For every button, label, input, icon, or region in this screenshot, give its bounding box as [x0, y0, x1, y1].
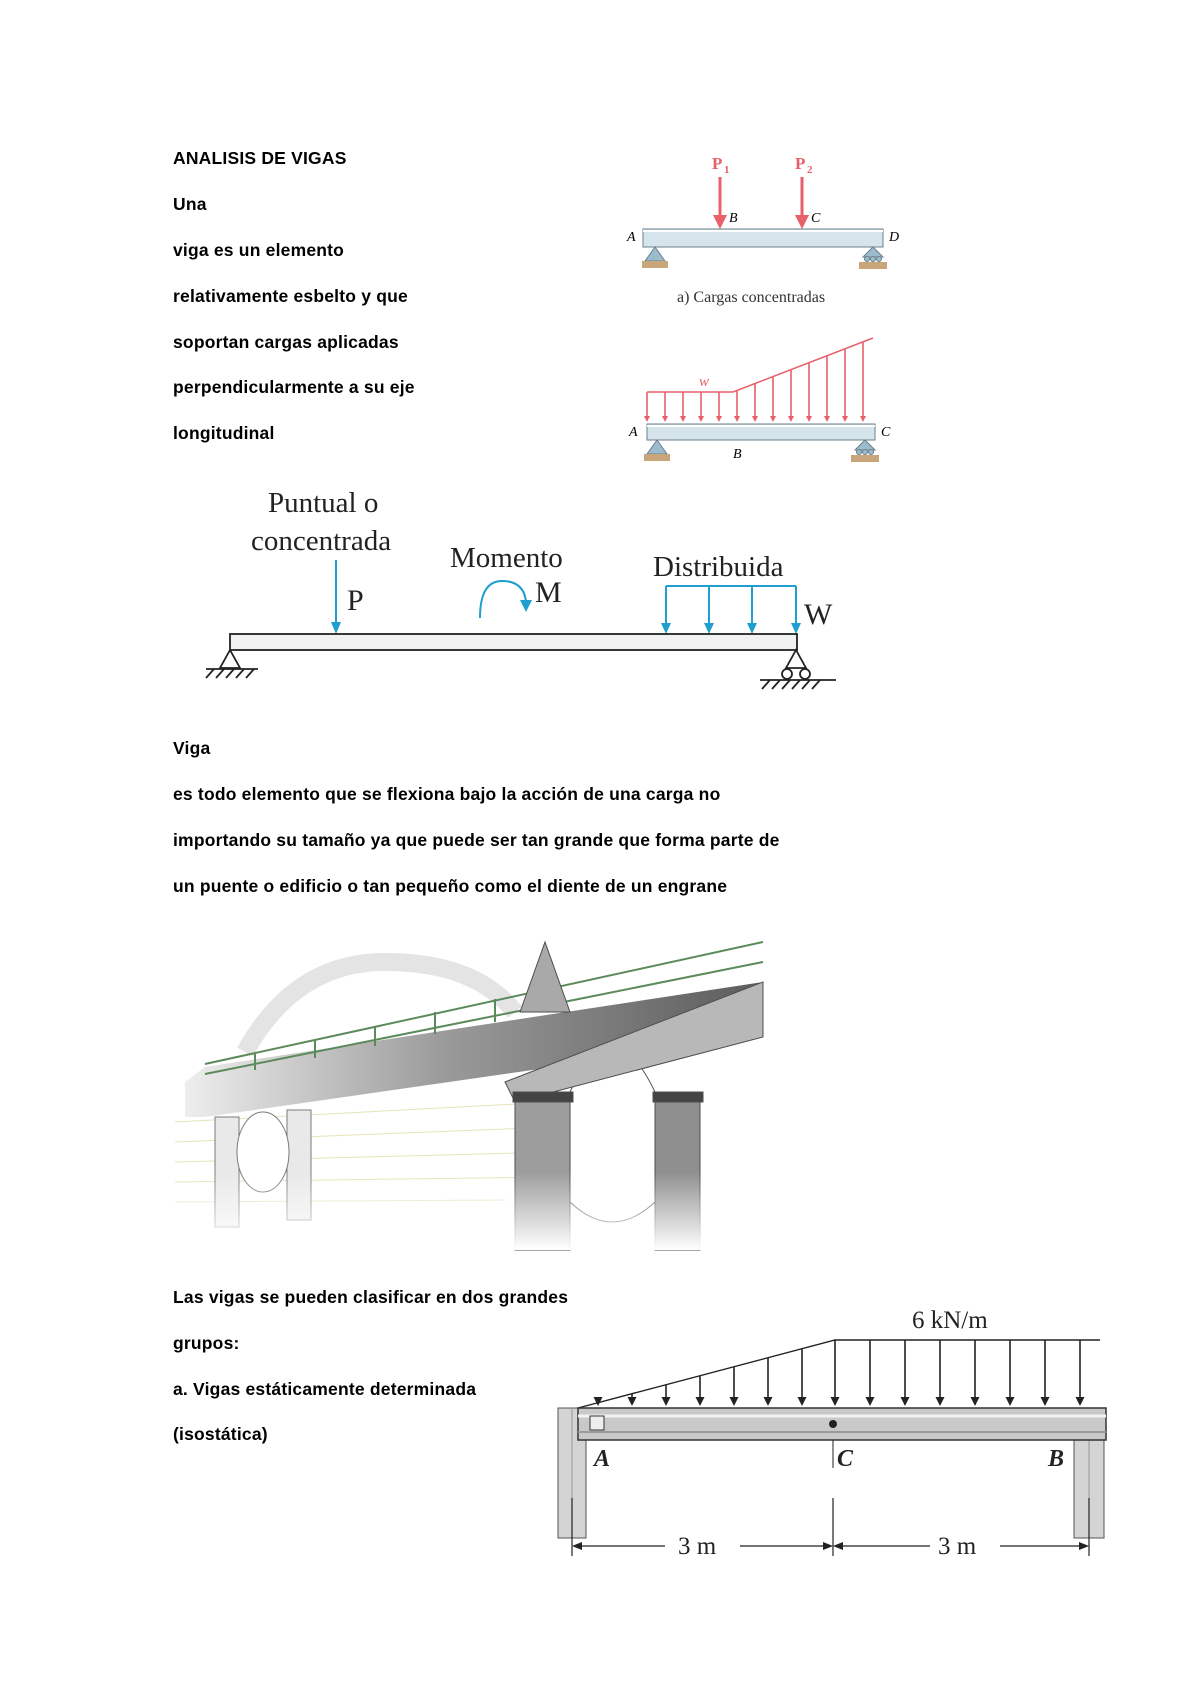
intro-line: soportan cargas aplicadas	[173, 332, 399, 352]
load-arrow	[936, 1340, 945, 1406]
load-arrow	[806, 363, 812, 422]
point-a-label: A	[594, 1446, 611, 1472]
beam	[230, 634, 797, 650]
roller-support	[760, 650, 836, 689]
p-label: P	[347, 584, 364, 617]
load-arrow	[764, 1358, 773, 1406]
load-arrow-p2	[795, 177, 809, 229]
point-c-label: C	[811, 211, 821, 226]
classification-line: grupos:	[173, 1333, 240, 1353]
load-arrow	[680, 392, 686, 422]
load-arrow	[860, 342, 866, 422]
load-arrow	[971, 1340, 980, 1406]
distributed-load-arrows	[661, 586, 801, 634]
pin-support	[642, 247, 668, 268]
load-arrow	[1041, 1340, 1050, 1406]
p2-subscript: 2	[807, 164, 813, 176]
load-arrow	[866, 1340, 875, 1406]
moment-label: Momento	[450, 542, 563, 574]
p2-label: P	[795, 154, 806, 173]
pin-support	[206, 650, 258, 678]
moment-arrow	[480, 581, 532, 618]
load-arrow	[788, 370, 794, 422]
caption: a) Cargas concentradas	[677, 289, 826, 306]
load-types-figure	[190, 478, 850, 703]
intro-line: perpendicularmente a su eje	[173, 377, 415, 397]
point-c-marker	[829, 1420, 837, 1428]
distributed-label: Distribuida	[653, 551, 784, 583]
load-intensity-label: 6 kN/m	[912, 1307, 988, 1334]
point-a-label: A	[629, 425, 638, 440]
load-arrow	[730, 1367, 739, 1406]
classification-line: Las vigas se pueden clasificar en dos grandes	[173, 1287, 569, 1307]
beam	[578, 1408, 1106, 1440]
roller-support	[859, 247, 887, 269]
page-heading: ANALISIS DE VIGAS	[173, 148, 347, 168]
point-b-label: B	[1048, 1446, 1065, 1472]
viga-line: es todo elemento que se flexiona bajo la acción de una carga no	[173, 784, 721, 804]
classification-line: (isostática)	[173, 1424, 268, 1444]
distributed-load-outline	[647, 338, 873, 392]
point-c-label: C	[837, 1446, 854, 1472]
roller-support	[851, 440, 879, 462]
point-b-label: B	[733, 447, 742, 462]
classification-line: a. Vigas estáticamente determinada	[173, 1379, 477, 1399]
point-load-arrow	[331, 560, 341, 634]
dimension-lines	[572, 1498, 1089, 1556]
pin-support	[644, 440, 670, 461]
concentrated-loads-figure	[615, 145, 915, 320]
load-arrow	[1076, 1340, 1085, 1406]
load-arrow	[1006, 1340, 1015, 1406]
point-d-label: D	[889, 230, 900, 245]
load-arrow	[662, 392, 668, 422]
p1-label: P	[712, 154, 723, 173]
viga-line: importando su tamaño ya que puede ser tan grande que forma parte de	[173, 830, 780, 850]
bridge-illustration	[175, 942, 763, 1250]
beam-load-figure	[550, 1298, 1115, 1568]
viga-title: Viga	[173, 738, 211, 758]
load-arrow	[644, 392, 650, 422]
load-arrow	[752, 384, 758, 422]
dimension-left-label: 3 m	[678, 1533, 717, 1560]
load-arrow	[824, 356, 830, 422]
load-arrow	[698, 392, 704, 422]
load-arrow	[901, 1340, 910, 1406]
load-arrows	[594, 1340, 1085, 1406]
dimension-right-label: 3 m	[938, 1533, 977, 1560]
load-arrow-p1	[713, 177, 727, 229]
load-arrow	[662, 1385, 671, 1406]
load-arrow	[798, 1349, 807, 1406]
intro-line: relativamente esbelto y que	[173, 286, 408, 306]
point-load-label: Puntual o	[268, 487, 379, 519]
point-c-label: C	[881, 425, 891, 440]
point-b-label: B	[729, 211, 738, 226]
viga-line: un puente o edificio o tan pequeño como el diente de un engrane	[173, 876, 728, 896]
w-label: w	[699, 374, 710, 390]
intro-line: viga es un elemento	[173, 240, 345, 260]
p1-subscript: 1	[724, 164, 730, 176]
intro-line: longitudinal	[173, 423, 275, 443]
w-label: W	[804, 598, 833, 631]
point-load-label: concentrada	[251, 525, 392, 557]
load-arrow	[716, 392, 722, 422]
m-label: M	[535, 576, 562, 609]
load-arrow	[842, 349, 848, 422]
load-arrow	[770, 377, 776, 422]
load-arrow	[831, 1340, 840, 1406]
intro-line: Una	[173, 194, 207, 214]
load-arrow	[696, 1376, 705, 1406]
point-a-label: A	[627, 230, 636, 245]
distributed-load-figure	[615, 330, 915, 470]
load-arrow	[628, 1394, 637, 1406]
load-arrow	[734, 390, 740, 422]
